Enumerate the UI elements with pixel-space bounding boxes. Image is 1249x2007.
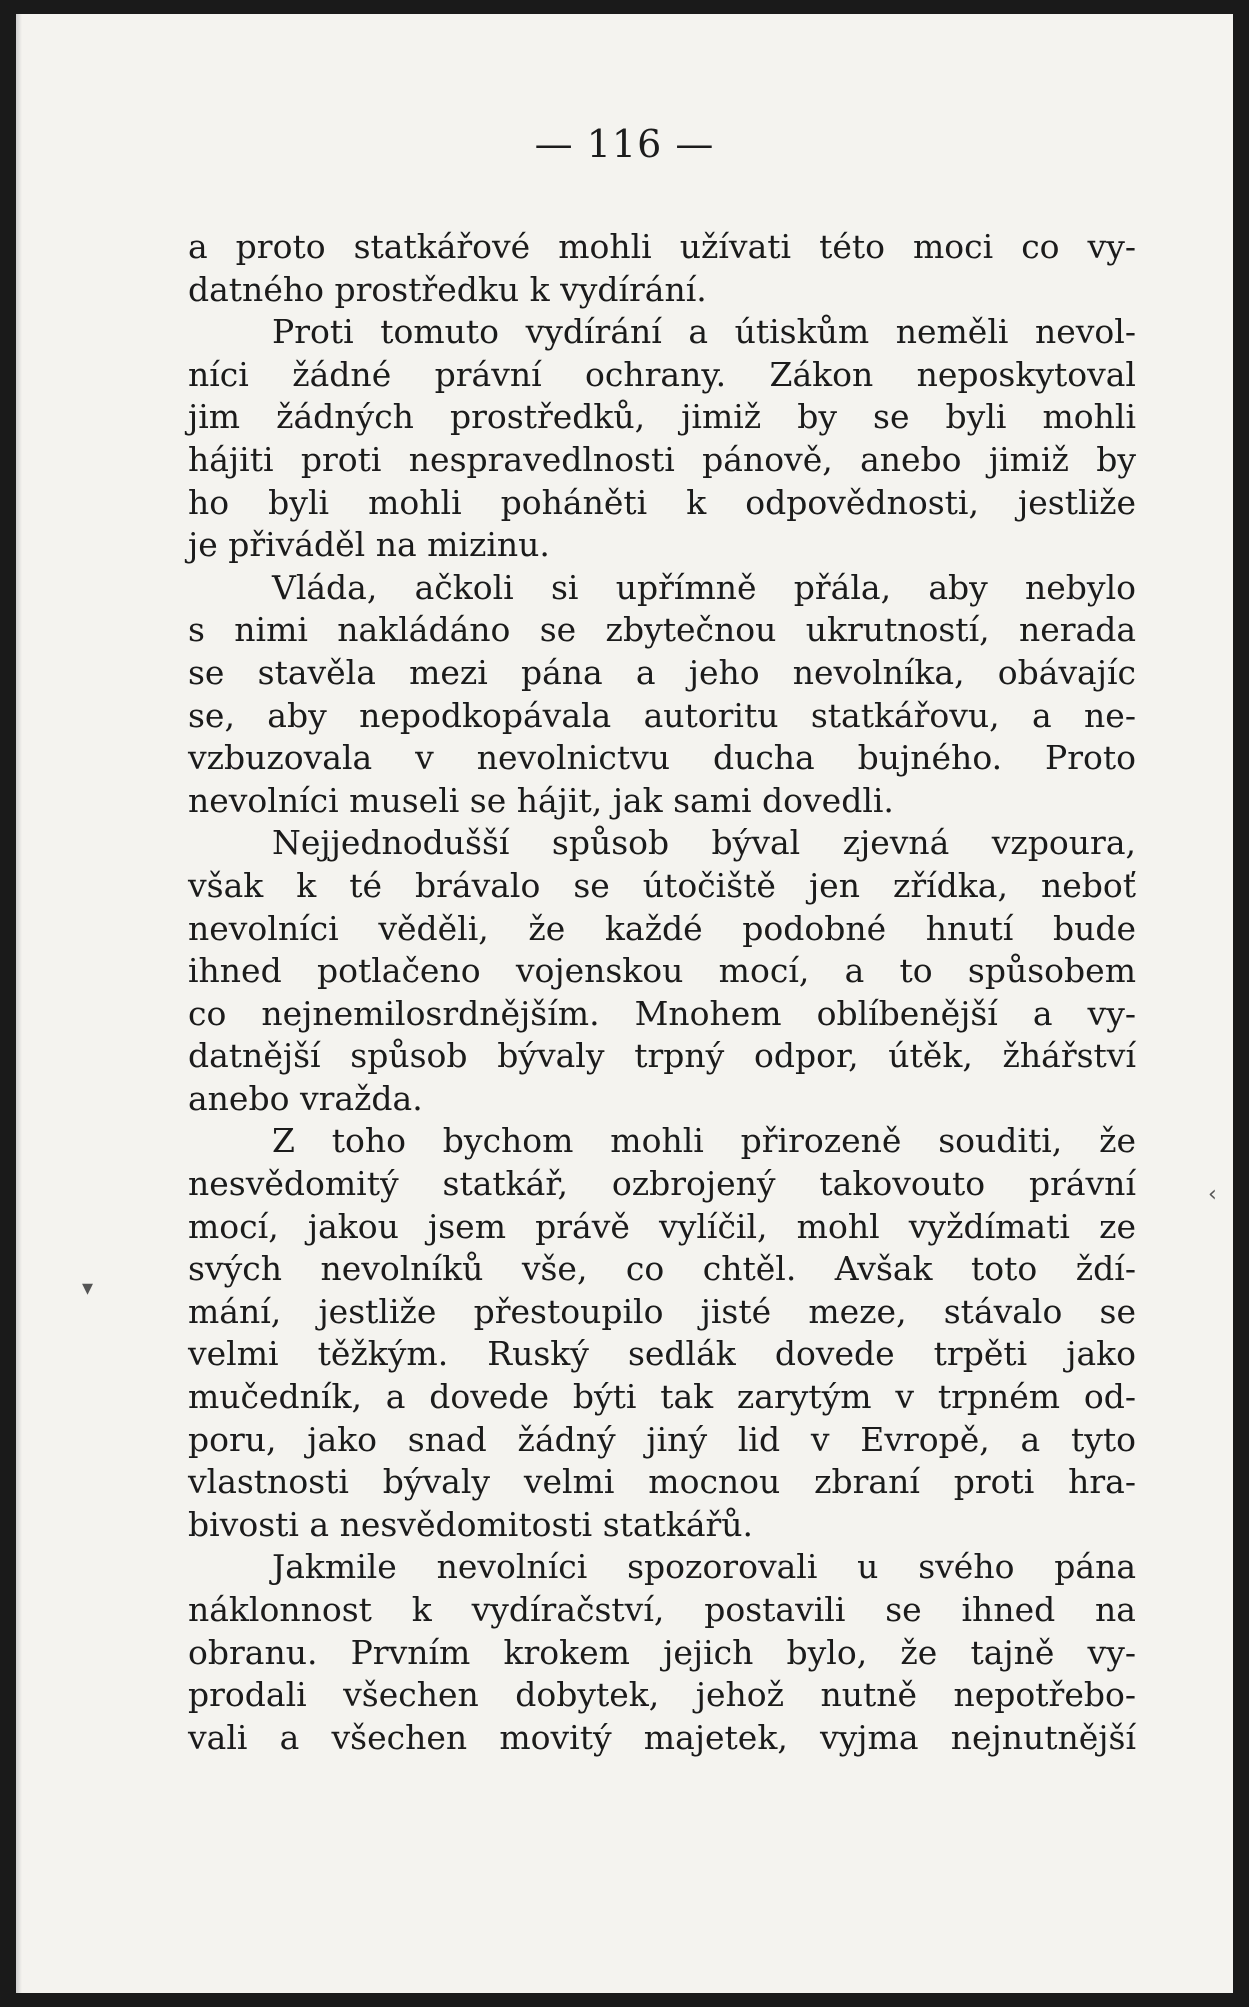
text-line: níci žádné právní ochrany. Zákon neposkytoval [188,354,1136,394]
text-line: co nejnemilosrdnějším. Mnohem oblíbenější a vy- [188,993,1136,1033]
page-number: — 116 — [534,122,715,166]
text-line: náklonnost k vydíračství, postavili se ihned na [188,1590,1136,1629]
text-line: nevolníci museli se hájit, jak sami dovedli. [188,780,894,820]
text-line: však k té brávalo se útočiště jen zřídka, neboť [188,865,1136,905]
text-line: Z toho bychom mohli přirozeně souditi, že [272,1121,1136,1161]
text-line: anebo vražda. [188,1078,423,1118]
text-line: datného prostředku k vydírání. [188,269,707,309]
margin-speck-mark: ▾ [82,1276,94,1301]
text-line: datnější spůsob bývaly trpný odpor, útěk, žhářství [188,1036,1136,1076]
text-line: se, aby nepodkopávala autoritu statkářovu, a ne- [188,695,1136,735]
text-line: se stavěla mezi pána a jeho nevolníka, obávajíc [188,652,1136,692]
text-line: obranu. Prvním krokem jejich bylo, že tajně vy- [188,1632,1136,1672]
text-line: prodali všechen dobytek, jehož nutně nepotřebo- [188,1675,1136,1715]
text-line: ihned potlačeno vojenskou mocí, a to spůsobem [188,951,1136,991]
text-line: nesvědomitý statkář, ozbrojený takovouto právní [188,1164,1136,1204]
text-line: velmi těžkým. Ruský sedlák dovede trpěti jako [188,1334,1136,1374]
text-line: ho byli mohli poháněti k odpovědnosti, jestliže [188,482,1136,522]
text-line: Jakmile nevolníci spozorovali u svého pána [272,1547,1136,1587]
text-line: Proti tomuto vydírání a útiskům neměli nevol- [272,312,1136,352]
body-text [188,226,1136,1759]
text-line: Nejjednodušší spůsob býval zjevná vzpoura, [272,823,1136,863]
text-line: poru, jako snad žádný jiný lid v Evropě, a tyto [188,1419,1136,1459]
text-line: mučedník, a dovede býti tak zarytým v trpném od- [188,1377,1136,1417]
text-line: vlastnosti bývaly velmi mocnou zbraní proti hra- [188,1462,1136,1502]
text-line: nevolníci věděli, že každé podobné hnutí bude [188,908,1136,948]
text-line: je přiváděl na mizinu. [188,525,550,565]
text-line: s nimi nakládáno se zbytečnou ukrutností, nerada [188,610,1136,650]
text-line: hájiti proti nespravedlnosti pánově, anebo jimiž by [188,439,1136,479]
text-line: vali a všechen movitý majetek, vyjma nejnutnější [188,1717,1136,1757]
margin-speck-mark: ‹ [1208,1182,1217,1207]
book-page [16,14,1233,1993]
text-line: mání, jestliže přestoupilo jisté meze, stávalo se [188,1291,1136,1331]
text-line: mocí, jakou jsem právě vylíčil, mohl vyždímati ze [188,1206,1136,1246]
text-line: a proto statkářové mohli užívati této moci co vy- [188,227,1136,266]
text-line: vzbuzovala v nevolnictvu ducha bujného. Proto [188,738,1136,778]
text-line: Vláda, ačkoli si upřímně přála, aby nebylo [272,567,1136,607]
text-line: svých nevolníků vše, co chtěl. Avšak toto ždí- [188,1249,1136,1289]
page-edge [16,14,22,1993]
text-line: jim žádných prostředků, jimiž by se byli mohli [188,397,1136,437]
text-line: bivosti a nesvědomitosti statkářů. [188,1504,754,1544]
